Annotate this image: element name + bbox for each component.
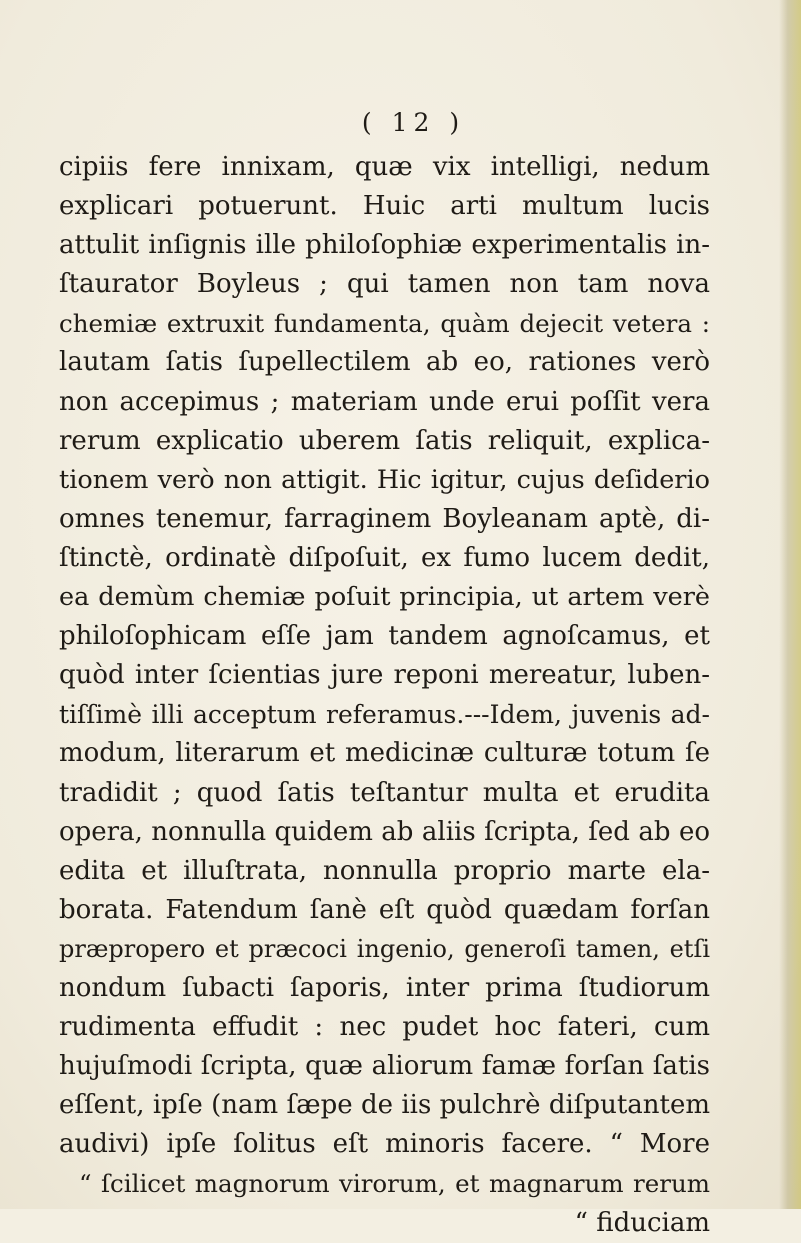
- text-line: ſtaurator Boyleus ; qui tamen non tam nova: [59, 269, 710, 300]
- text-line: tionem verò non attigit. Hic igitur, cujus deſiderio: [59, 464, 710, 495]
- text-line: attulit inſignis ille philoſophiæ experimentalis in-: [59, 230, 710, 261]
- body-text: [59, 148, 710, 1243]
- text-line: borata. Fatendum ſanè eſt quòd quædam forſan: [59, 894, 710, 925]
- text-line: non accepimus ; materiam unde erui poſſit vera: [59, 386, 710, 417]
- text-line: lautam ſatis ſupellectilem ab eo, rationes verò: [59, 347, 710, 378]
- text-line: nondum ſubacti ſaporis, inter prima ſtudiorum: [59, 972, 710, 1003]
- text-line: chemiæ extruxit fundamenta, quàm dejecit vetera :: [59, 309, 710, 339]
- text-line: rudimenta effudit : nec pudet hoc fateri, cum: [59, 1012, 710, 1043]
- catchword-line: “ fiduciam: [574, 1207, 710, 1238]
- text-line: audivi) ipſe ſolitus eſt minoris facere. “ More: [59, 1129, 710, 1160]
- text-line: hujuſmodi ſcripta, quæ aliorum famæ forſan ſatis: [59, 1051, 710, 1082]
- text-line: explicari potuerunt. Huic arti multum lucis: [59, 191, 710, 222]
- text-line: præpropero et præcoci ingenio, generoſi tamen, etſi: [59, 934, 710, 963]
- text-line: rerum explicatio uberem ſatis reliquit, explica-: [59, 425, 710, 456]
- text-line: cipiis fere innixam, quæ vix intelligi, nedum: [59, 152, 710, 182]
- text-line: modum, literarum et medicinæ culturæ totum ſe: [59, 738, 710, 769]
- text-line: ea demùm chemiæ poſuit principia, ut artem verè: [59, 582, 710, 613]
- text-line: ſtinctè, ordinatè diſpoſuit, ex fumo lucem dedit,: [59, 542, 710, 573]
- text-line: “ ſcilicet magnorum virorum, et magnarum rerum: [79, 1169, 710, 1199]
- text-line: eſſent, ipſe (nam ſæpe de iis pulchrè diſputantem: [59, 1090, 710, 1121]
- page-number: ( 12 ): [361, 108, 466, 137]
- text-line: philoſophicam eſſe jam tandem agnoſcamus, et: [59, 621, 710, 652]
- text-line: tradidit ; quod ſatis teſtantur multa et erudita: [59, 777, 710, 808]
- text-line: omnes tenemur, farraginem Boyleanam aptè, di-: [59, 503, 710, 534]
- text-line: quòd inter ſcientias jure reponi mereatur, luben-: [59, 660, 710, 691]
- text-line: tiſſimè illi acceptum referamus.---Idem, juvenis ad-: [59, 700, 710, 730]
- page-edge-shadow: [779, 0, 801, 1209]
- text-line: opera, nonnulla quidem ab aliis ſcripta, ſed ab eo: [59, 816, 710, 847]
- text-line: edita et illuſtrata, nonnulla proprio marte ela-: [59, 855, 710, 886]
